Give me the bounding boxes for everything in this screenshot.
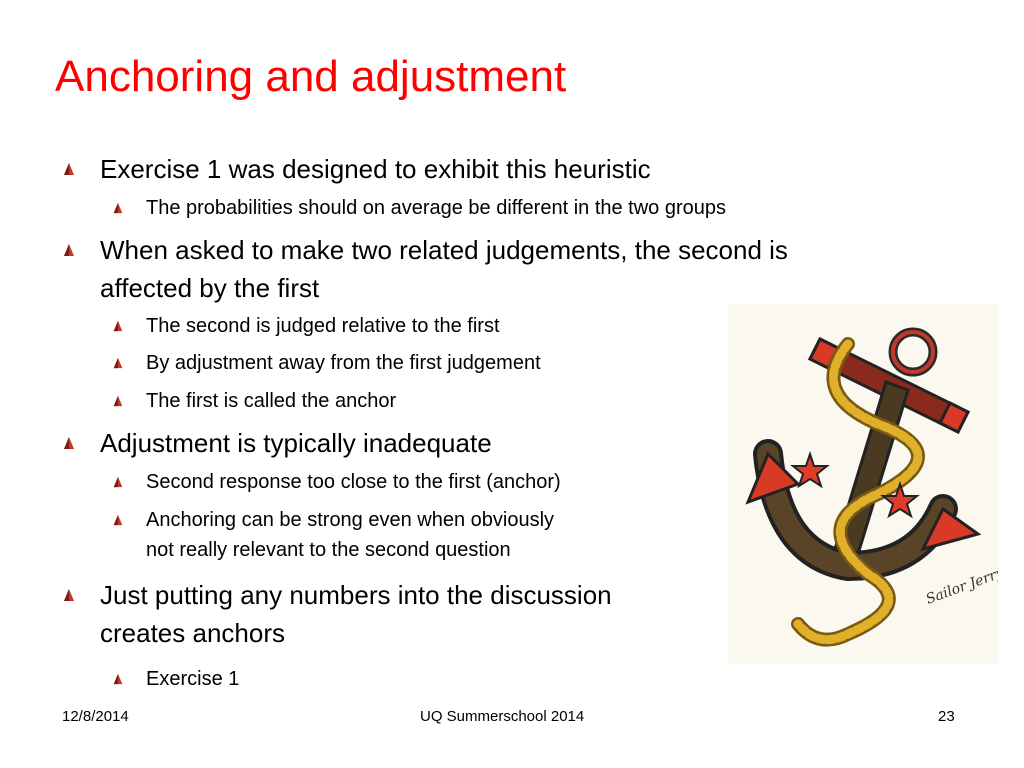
bullet-marker-icon [112,673,124,685]
bullet-5: By adjustment away from the first judgement [112,348,541,378]
bullet-1: Exercise 1 was designed to exhibit this heuristic [62,150,651,188]
bullet-3: When asked to make two related judgements, the second is affected by the first [62,231,788,307]
bullet-marker-icon [112,357,124,369]
bullet-marker-icon [112,514,124,526]
bullet-marker-icon [112,395,124,407]
anchor-icon [728,304,998,664]
bullet-7: Adjustment is typically inadequate [62,424,492,462]
bullet-6: The first is called the anchor [112,386,396,416]
bullet-marker-icon [62,436,76,450]
bullet-marker-icon [62,243,76,257]
slide-title: Anchoring and adjustment [55,52,567,101]
bullet-marker-icon [112,320,124,332]
bullet-8: Second response too close to the first (anchor) [112,467,561,497]
footer-date: 12/8/2014 [62,708,129,725]
bullet-marker-icon [112,476,124,488]
signature-text: Sailor Jerry [923,564,998,608]
bullet-2: The probabilities should on average be different in the two groups [112,193,726,223]
bullet-marker-icon [62,588,76,602]
bullet-marker-icon [62,162,76,176]
bullet-10: Just putting any numbers into the discussion creates anchors [62,576,612,652]
anchor-illustration [728,304,998,664]
page-number: 23 [938,708,955,725]
bullet-9: Anchoring can be strong even when obviously not really relevant to the second question [112,505,554,565]
bullet-11: Exercise 1 [112,664,239,694]
bullet-marker-icon [112,202,124,214]
footer-center: UQ Summerschool 2014 [420,708,585,725]
bullet-4: The second is judged relative to the first [112,311,500,341]
